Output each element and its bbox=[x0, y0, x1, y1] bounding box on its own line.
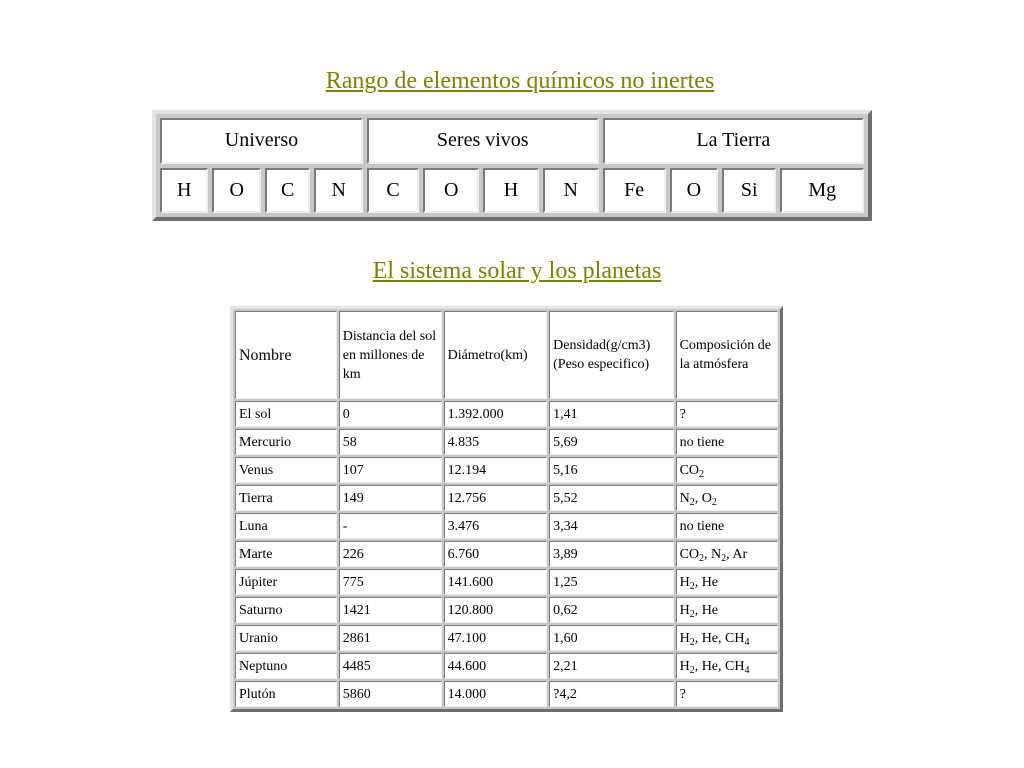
cell-distancia: 1421 bbox=[339, 597, 442, 623]
table-row bbox=[235, 597, 778, 623]
element-symbol: Si bbox=[722, 168, 776, 214]
cell-composicion: ? bbox=[676, 401, 778, 427]
cell-diametro: 3.476 bbox=[444, 513, 548, 539]
elements-title: Rango de elementos químicos no inertes bbox=[325, 68, 715, 94]
cell-composicion: $H_2$, He bbox=[676, 597, 778, 623]
cell-densidad: 0,62 bbox=[549, 597, 673, 623]
cell-nombre: Neptuno bbox=[235, 653, 337, 679]
cell-composicion: $H_2$, He, $CH_4$ bbox=[676, 653, 778, 679]
element-symbol: H bbox=[160, 168, 208, 214]
header-diametro: Diámetro(km) bbox=[444, 311, 548, 399]
cell-diametro: 6.760 bbox=[444, 541, 548, 567]
cell-diametro: 4.835 bbox=[444, 429, 548, 455]
group-header-universo: Universo bbox=[160, 118, 363, 164]
group-header-la-tierra: La Tierra bbox=[603, 118, 864, 164]
cell-composicion: $H_2$, He, $CH_4$ bbox=[676, 625, 778, 651]
cell-distancia: 226 bbox=[339, 541, 442, 567]
cell-nombre: Saturno bbox=[235, 597, 337, 623]
cell-diametro: 47.100 bbox=[444, 625, 548, 651]
cell-nombre: Luna bbox=[235, 513, 337, 539]
table-row bbox=[235, 513, 778, 539]
cell-distancia: 2861 bbox=[339, 625, 442, 651]
element-symbol: N bbox=[543, 168, 599, 214]
table-row bbox=[235, 457, 778, 483]
group-header-seres-vivos: Seres vivos bbox=[367, 118, 599, 164]
cell-distancia: 775 bbox=[339, 569, 442, 595]
cell-densidad: 5,52 bbox=[549, 485, 673, 511]
cell-distancia: 149 bbox=[339, 485, 442, 511]
cell-densidad: 3,89 bbox=[549, 541, 673, 567]
cell-densidad: ?4,2 bbox=[549, 681, 673, 707]
element-symbol: H bbox=[483, 168, 539, 214]
cell-distancia: - bbox=[339, 513, 442, 539]
table-row bbox=[235, 681, 778, 707]
cell-nombre: Plutón bbox=[235, 681, 337, 707]
cell-nombre: El sol bbox=[235, 401, 337, 427]
cell-nombre: Marte bbox=[235, 541, 337, 567]
table-row bbox=[235, 625, 778, 651]
table-row bbox=[235, 569, 778, 595]
cell-diametro: 141.600 bbox=[444, 569, 548, 595]
planets-table bbox=[230, 306, 783, 712]
cell-diametro: 44.600 bbox=[444, 653, 548, 679]
cell-composicion: no tiene bbox=[676, 513, 778, 539]
header-densidad bbox=[549, 311, 673, 399]
table-row bbox=[235, 485, 778, 511]
header-composicion: Composición de la atmósfera bbox=[676, 311, 778, 399]
cell-densidad: 2,21 bbox=[549, 653, 673, 679]
cell-nombre: Júpiter bbox=[235, 569, 337, 595]
cell-densidad: 3,34 bbox=[549, 513, 673, 539]
planets-header-row bbox=[235, 311, 778, 399]
table-row bbox=[235, 401, 778, 427]
header-densidad-unit: Densidad(g/cm3) bbox=[553, 338, 651, 353]
cell-distancia: 5860 bbox=[339, 681, 442, 707]
planets-title: El sistema solar y los planetas bbox=[372, 258, 662, 284]
cell-densidad: 1,25 bbox=[549, 569, 673, 595]
cell-distancia: 58 bbox=[339, 429, 442, 455]
elements-table bbox=[152, 110, 872, 221]
cell-nombre: Venus bbox=[235, 457, 337, 483]
cell-composicion: $CO_2$, $N_2$, Ar bbox=[676, 541, 778, 567]
cell-nombre: Mercurio bbox=[235, 429, 337, 455]
table-row bbox=[235, 541, 778, 567]
element-symbol: C bbox=[367, 168, 419, 214]
element-symbol: Fe bbox=[603, 168, 666, 214]
element-symbol: Mg bbox=[780, 168, 864, 214]
cell-diametro: 12.756 bbox=[444, 485, 548, 511]
element-symbol: O bbox=[670, 168, 718, 214]
planets-body bbox=[235, 401, 778, 707]
cell-composicion: $N_2$, $O_2$ bbox=[676, 485, 778, 511]
cell-composicion: $CO_2$ bbox=[676, 457, 778, 483]
cell-densidad: 5,69 bbox=[549, 429, 673, 455]
cell-densidad: 5,16 bbox=[549, 457, 673, 483]
element-symbol: O bbox=[212, 168, 260, 214]
cell-nombre: Uranio bbox=[235, 625, 337, 651]
header-distancia: Distancia del sol en millones de km bbox=[339, 311, 442, 399]
cell-distancia: 4485 bbox=[339, 653, 442, 679]
cell-diametro: 1.392.000 bbox=[444, 401, 548, 427]
table-row bbox=[235, 653, 778, 679]
cell-nombre: Tierra bbox=[235, 485, 337, 511]
cell-distancia: 107 bbox=[339, 457, 442, 483]
header-nombre: Nombre bbox=[235, 311, 337, 399]
cell-densidad: 1,60 bbox=[549, 625, 673, 651]
cell-composicion: $H_2$, He bbox=[676, 569, 778, 595]
cell-diametro: 14.000 bbox=[444, 681, 548, 707]
element-symbol: N bbox=[314, 168, 362, 214]
header-densidad-note: (Peso especifico) bbox=[553, 357, 650, 372]
table-row bbox=[235, 429, 778, 455]
cell-diametro: 120.800 bbox=[444, 597, 548, 623]
cell-densidad: 1,41 bbox=[549, 401, 673, 427]
cell-composicion: ? bbox=[676, 681, 778, 707]
cell-distancia: 0 bbox=[339, 401, 442, 427]
element-symbol: C bbox=[265, 168, 311, 214]
cell-diametro: 12.194 bbox=[444, 457, 548, 483]
cell-composicion: no tiene bbox=[676, 429, 778, 455]
element-symbol: O bbox=[423, 168, 479, 214]
